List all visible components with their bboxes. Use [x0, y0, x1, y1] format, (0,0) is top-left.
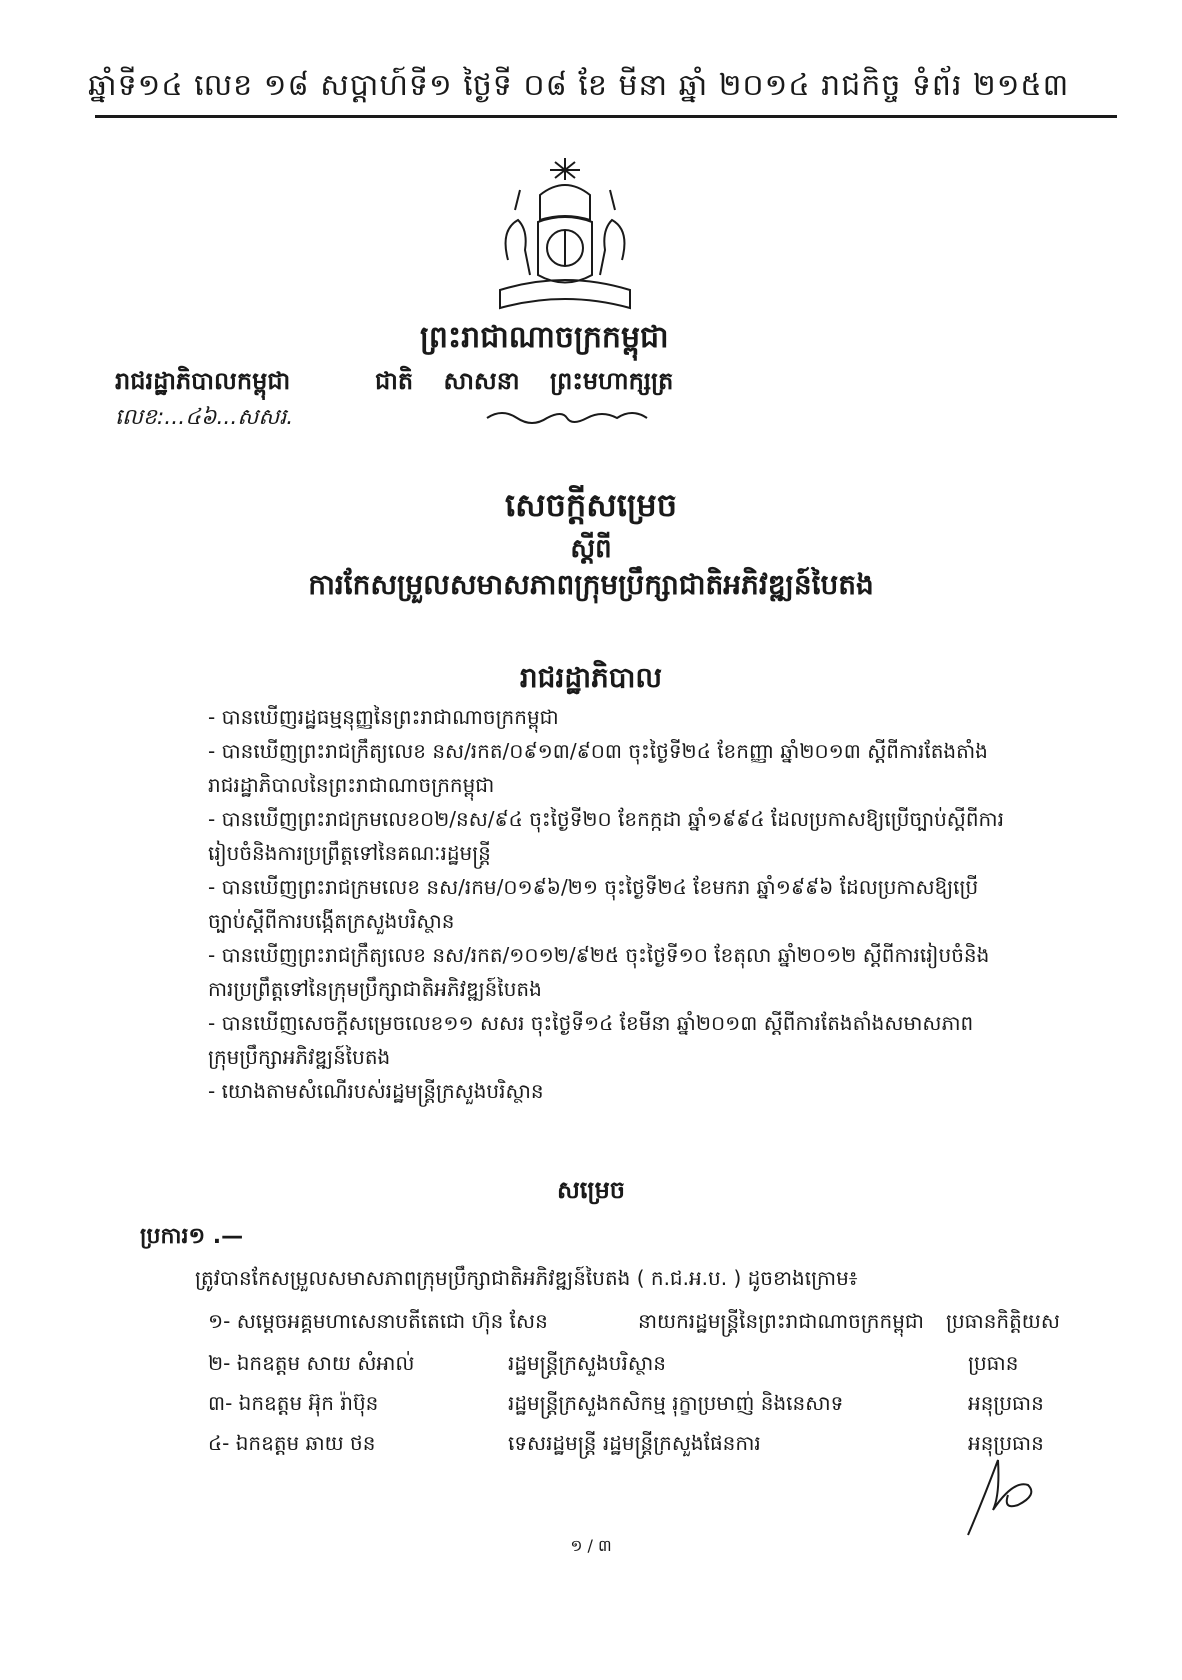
- member-role: អនុប្រធាន: [968, 1391, 1044, 1415]
- document-subtitle: ស្តីពី: [570, 534, 612, 564]
- recital-item: - បានឃើញព្រះរាជក្រឹត្យលេខ នស/រកត/១០១២/៩២៥ ចុះថ្ងៃទី១០ ខែតុលា ឆ្នាំ២០១២ ស្តីពីការរៀបចំនិងការប្រព្រឹត្តទៅនៃក្រុមប្រឹក្សាជាតិអភិវឌ្ឍន៍បៃតង: [208, 943, 990, 1001]
- ornament-divider-icon: [482, 406, 652, 430]
- member-role: អនុប្រធាន: [968, 1431, 1044, 1455]
- member-position: រដ្ឋមន្ត្រីក្រសួងកសិកម្ម រុក្ខាប្រមាញ់ និងនេសាទ: [508, 1391, 844, 1415]
- member-position: រដ្ឋមន្ត្រីក្រសួងបរិស្ថាន: [508, 1351, 666, 1375]
- national-motto: ជាតិ សាសនា ព្រះមហាក្សត្រ: [375, 367, 674, 395]
- gazette-header: ឆ្នាំទី១៤ លេខ ១៨ សប្តាហ៍ទី១ ថ្ងៃទី ០៨ ខែ មីនា ឆ្នាំ ២០១៤ រាជកិច្ច ទំព័រ ២១៥៣: [88, 68, 1070, 103]
- recital-item: - បានឃើញសេចក្តីសម្រេចលេខ១១ សសរ ចុះថ្ងៃទី១៤ ខែមីនា ឆ្នាំ២០១៣ ស្តីពីការតែងតាំងសមាសភាព ក្រុមប្រឹក្សាអភិវឌ្ឍន៍បៃតង: [208, 1011, 974, 1069]
- member-role: ប្រធានកិត្តិយស: [946, 1309, 1060, 1333]
- issuing-office: រាជរដ្ឋាភិបាលកម្ពុជា: [115, 367, 291, 395]
- title-subject: ការកែសម្រួលសមាសភាពក្រុមប្រឹក្សាជាតិអភិវឌ្ឍន៍បៃតង: [308, 568, 874, 601]
- document-title: សេចក្តីសម្រេច: [504, 486, 678, 524]
- member-name: ២- ឯកឧត្តម សាយ សំអាល់: [208, 1351, 415, 1375]
- recital-item: - យោងតាមសំណើរបស់រដ្ឋមន្ត្រីក្រសួងបរិស្ថាន: [208, 1079, 544, 1103]
- recital-item: - បានឃើញរដ្ឋធម្មនុញ្ញនៃព្រះរាជាណាចក្រកម្ពុជា: [208, 705, 559, 729]
- reference-number: លេខ:...៤៦...សសរ.: [115, 405, 294, 430]
- decision-heading: សម្រេច: [556, 1176, 626, 1204]
- recital-item: - បានឃើញព្រះរាជក្រមលេខ នស/រកម/០១៩៦/២១ ចុះថ្ងៃទី២៤ ខែមករា ឆ្នាំ១៩៩៦ ដែលប្រកាសឱ្យប្រើច្បាប់ស្តីពីការបង្កើតក្រសួងបរិស្ថាន: [208, 875, 979, 933]
- member-name: ៣- ឯកឧត្តម អ៊ុក រ៉ាប៊ុន: [208, 1391, 379, 1415]
- article-intro: ត្រូវបានកែសម្រួលសមាសភាពក្រុមប្រឹក្សាជាតិអភិវឌ្ឍន៍បៃតង ( ក.ជ.អ.ប. ) ដូចខាងក្រោម៖: [195, 1266, 858, 1290]
- kingdom-name: ព្រះរាជាណាចក្រកម្ពុជា: [420, 320, 669, 355]
- issuer-heading: រាជរដ្ឋាភិបាល: [519, 661, 663, 694]
- recital-item: - បានឃើញព្រះរាជក្រមលេខ០២/នស/៩៤ ចុះថ្ងៃទី២០ ខែកក្កដា ឆ្នាំ១៩៩៤ ដែលប្រកាសឱ្យប្រើច្បាប់ស្តីពីការរៀបចំនិងការប្រព្រឹត្តទៅនៃគណៈរដ្ឋមន្ត្រី: [208, 807, 1004, 865]
- member-position: នាយករដ្ឋមន្ត្រីនៃព្រះរាជាណាចក្រកម្ពុជា: [638, 1309, 924, 1333]
- member-name: ៤- ឯកឧត្តម ឆាយ ថន: [208, 1431, 376, 1455]
- member-role: ប្រធាន: [968, 1351, 1019, 1375]
- signature-icon: [958, 1440, 1048, 1540]
- member-position: ទេសរដ្ឋមន្ត្រី រដ្ឋមន្ត្រីក្រសួងផែនការ: [508, 1431, 761, 1455]
- royal-coat-of-arms-icon: [480, 150, 650, 315]
- article-heading: ប្រការ១ .—: [140, 1224, 244, 1249]
- member-name: ១- សម្តេចអគ្គមហាសេនាបតីតេជោ ហ៊ុន សែន: [208, 1309, 548, 1333]
- recital-item: - បានឃើញព្រះរាជក្រឹត្យលេខ នស/រកត/០៩១៣/៩០៣ ចុះថ្ងៃទី២៤ ខែកញ្ញា ឆ្នាំ២០១៣ ស្តីពីការតែងតាំងរាជរដ្ឋាភិបាលនៃព្រះរាជាណាចក្រកម្ពុជា: [208, 739, 988, 797]
- header-rule: [95, 115, 1117, 118]
- page-number: ១ / ៣: [570, 1536, 612, 1555]
- recitals-list: [208, 700, 1008, 1108]
